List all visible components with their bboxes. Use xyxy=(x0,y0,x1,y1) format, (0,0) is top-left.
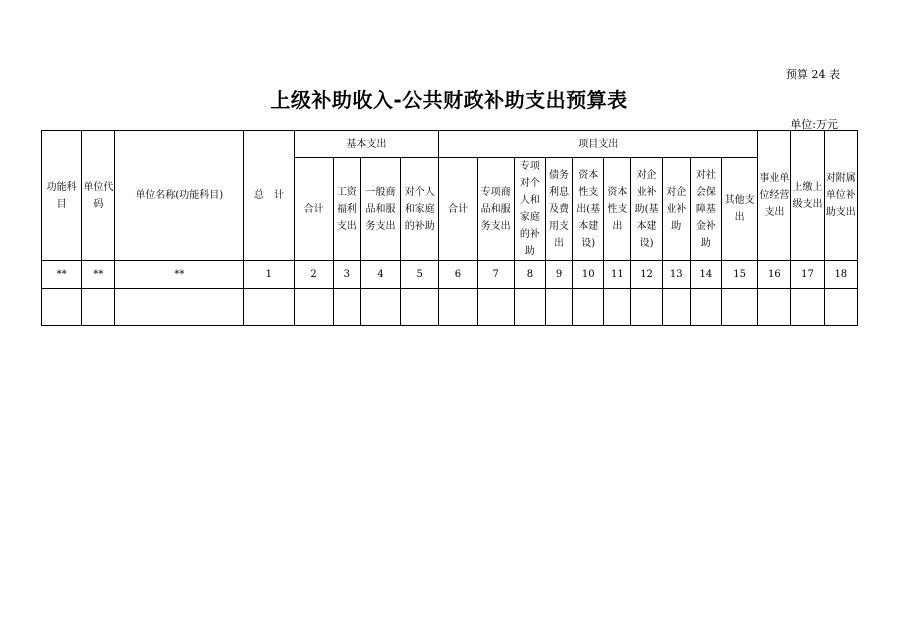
header-func-subject: 功能科目 xyxy=(42,131,82,261)
index-cell: ** xyxy=(115,261,244,289)
index-cell: 6 xyxy=(439,261,477,289)
data-cell xyxy=(722,289,758,326)
unit-label: 单位:万元 xyxy=(790,118,838,131)
index-cell: 3 xyxy=(333,261,360,289)
index-cell: 1 xyxy=(244,261,294,289)
data-cell xyxy=(294,289,333,326)
data-cell xyxy=(333,289,360,326)
header-total: 总 计 xyxy=(244,131,294,261)
header-subordinate: 对附属单位补助支出 xyxy=(824,131,857,261)
data-cell xyxy=(573,289,604,326)
index-cell: 10 xyxy=(573,261,604,289)
data-cell xyxy=(42,289,82,326)
header-basic-personal: 对个人和家庭的补助 xyxy=(401,158,439,261)
index-cell: 4 xyxy=(360,261,400,289)
data-cell xyxy=(631,289,662,326)
index-cell: 14 xyxy=(690,261,721,289)
index-cell: 12 xyxy=(631,261,662,289)
index-cell: 11 xyxy=(604,261,631,289)
data-row xyxy=(42,289,858,326)
header-unit-code: 单位代码 xyxy=(82,131,115,261)
header-proj-enterprise: 对企业补助 xyxy=(662,158,690,261)
index-cell: 16 xyxy=(758,261,791,289)
data-cell xyxy=(604,289,631,326)
index-cell: 7 xyxy=(477,261,514,289)
header-operating: 事业单位经营支出 xyxy=(758,131,791,261)
data-cell xyxy=(115,289,244,326)
index-cell: 9 xyxy=(545,261,572,289)
data-cell xyxy=(824,289,857,326)
data-cell xyxy=(791,289,824,326)
index-cell: ** xyxy=(82,261,115,289)
index-cell: 15 xyxy=(722,261,758,289)
data-cell xyxy=(545,289,572,326)
form-number: 预算 24 表 xyxy=(786,68,840,81)
index-cell: 2 xyxy=(294,261,333,289)
data-cell xyxy=(401,289,439,326)
data-cell xyxy=(477,289,514,326)
data-cell xyxy=(758,289,791,326)
header-proj-capital: 资本性支出 xyxy=(604,158,631,261)
index-cell: 18 xyxy=(824,261,857,289)
header-proj-capital-build: 资本性支出(基本建设) xyxy=(573,158,604,261)
page-title: 上级补助收入-公共财政补助支出预算表 xyxy=(270,88,628,112)
data-cell xyxy=(662,289,690,326)
data-cell xyxy=(360,289,400,326)
budget-table xyxy=(41,130,858,326)
data-cell xyxy=(244,289,294,326)
header-upper: 上缴上级支出 xyxy=(791,131,824,261)
index-cell: ** xyxy=(42,261,82,289)
index-cell: 8 xyxy=(514,261,545,289)
header-basic-group: 基本支出 xyxy=(294,131,439,158)
index-cell: 5 xyxy=(401,261,439,289)
header-proj-goods: 专项商品和服务支出 xyxy=(477,158,514,261)
header-project-group: 项目支出 xyxy=(439,131,758,158)
header-proj-debt: 债务利息及费用支出 xyxy=(545,158,572,261)
header-row-groups xyxy=(42,131,858,158)
header-basic-goods: 一般商品和服务支出 xyxy=(360,158,400,261)
header-proj-other: 其他支出 xyxy=(722,158,758,261)
header-proj-social: 对社会保障基金补助 xyxy=(690,158,721,261)
index-row xyxy=(42,261,858,289)
header-basic-salary: 工资福利支出 xyxy=(333,158,360,261)
data-cell xyxy=(439,289,477,326)
data-cell xyxy=(690,289,721,326)
header-proj-total: 合计 xyxy=(439,158,477,261)
index-cell: 17 xyxy=(791,261,824,289)
index-cell: 13 xyxy=(662,261,690,289)
data-cell xyxy=(82,289,115,326)
header-unit-name: 单位名称(功能科目) xyxy=(115,131,244,261)
header-proj-personal: 专项对个人和家庭的补助 xyxy=(514,158,545,261)
header-proj-enterprise-build: 对企业补助(基本建设) xyxy=(631,158,662,261)
data-cell xyxy=(514,289,545,326)
header-basic-total: 合计 xyxy=(294,158,333,261)
